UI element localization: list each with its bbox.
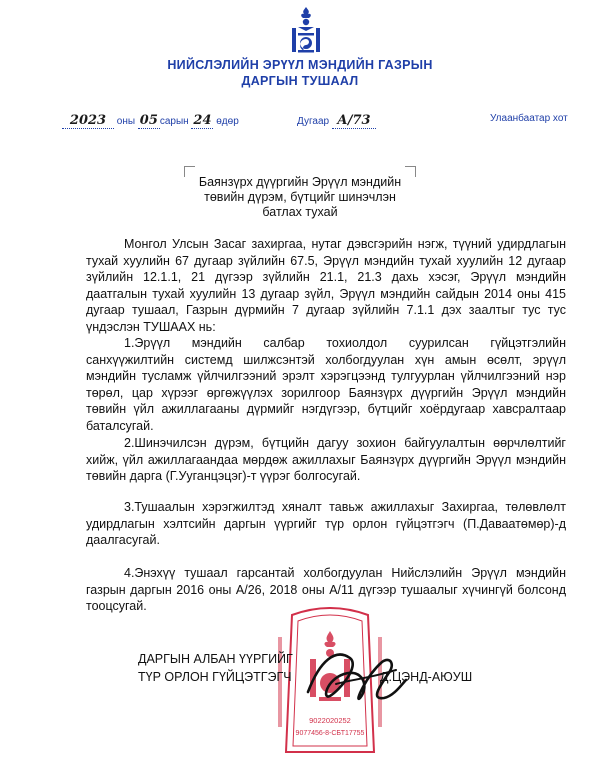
soyombo-emblem-icon: [289, 6, 323, 54]
preamble-paragraph: Монгол Улсын Засаг захиргаа, нутаг дэвсгэрийн нэгж, түүний удирдлагын тухай хуулийн 67 дугаар зүйлийн 67.5, Эрүүл мэндийн тухай хуулийн 12 дугаар зүйлийн 12.1.1, 21 дүгээр зүйлийн 21.1, 21.3 дахь хэсэг, Эрүүл мэндийн даатгалын тухай хуулийн 13 дугаар зүйл, Эрүүл мэндийн сайдын 2014 оны 415 дугаар тушаал, Газрын дүрмийн 7 дугаар зүйлийн 7.1.1 дэх заалтыг тус тус үндэслэн ТУШААХ нь:: [86, 237, 566, 334]
year-label: оны: [116, 116, 136, 127]
order-item-3: 3.Тушаалын хэрэгжилтэд хяналт тавьж ажиллахыг Захиргаа, төлөвлөлт удирдлагын хэлтсийн даргын үүргийг түр орлон гүйцэтгэгч (П.Даваатөмөр)-д даалгасугай.: [86, 500, 566, 547]
order-item-2: 2.Шинэчилсэн дүрэм, бүтцийн дагуу зохион байгуулалтын өөрчлөлтийг хийж, үйл ажиллагаандаа мөрдөж ажиллахыг Баянзүрх дүүргийн Эрүүл мэндийн төвийн дарга (Г.Ууганцэцэг)-т үүрэг болгосугай.: [86, 436, 566, 483]
stamp-code-1: 9022020252: [309, 716, 351, 725]
month-label: сарын: [159, 116, 189, 127]
signatory-title-line1: ДАРГЫН АЛБАН ҮҮРГИЙГ: [138, 652, 293, 666]
date-line: [62, 113, 239, 129]
order-item-4: 4.Энэхүү тушаал гарсантай холбогдуулан Нийслэлийн Эрүүл мэндийн газрын даргын 2016 оны А/26, 2018 оны А/11 дүгээр тушаалыг хүчингүй болсонд тооцсугай.: [86, 566, 566, 613]
day-label: өдөр: [216, 116, 239, 127]
month-value: 05: [139, 113, 158, 128]
number-line: [297, 113, 376, 129]
subject-line: батлах тухай: [262, 205, 338, 219]
number-label: Дугаар: [297, 116, 330, 127]
number-value: А/73: [332, 113, 376, 129]
subject-block: [0, 175, 600, 220]
year-value: 2023: [62, 113, 114, 129]
signatory-title-line2: ТҮР ОРЛОН ГҮЙЦЭТГЭГЧ: [138, 670, 292, 684]
day-value: 24: [193, 113, 212, 128]
subject-line: төвийн дүрэм, бүтцийг шинэчлэн: [204, 190, 396, 204]
document-type: ДАРГЫН ТУШААЛ: [241, 74, 359, 88]
city-label: Улаанбаатар хот: [490, 113, 568, 124]
signatory-name: Д.ЦЭНД-АЮУШ: [380, 670, 473, 684]
handwritten-signature: [300, 640, 410, 710]
subject-line: Баянзүрх дүүргийн Эрүүл мэндийн: [198, 175, 402, 189]
stamp-code-2: 9077456-8-СБТ17755: [295, 730, 365, 737]
order-item-1: 1.Эрүүл мэндийн салбар тохиолдол суурилсан гүйцэтгэлийн санхүүжилтийн системд шилжсэнтэй холбогдуулан хүн амын өсөлт, эрүүл мэндийн тусламж үйлчилгээний эрэлт хэрэгцээнд тулгуурлан үйлчилгээний нэр төрөл, цар хүрээг өргөжүүлэх зорилгоор Баянзүрх дүүргийн Эрүүл мэндийн төвийн үйл ажиллагааны дүрмийг нэгдүгээр, бүтцийг хоёрдугаар хавсралтаар баталсугай.: [86, 336, 566, 433]
org-name: НИЙСЛЭЛИЙН ЭРҮҮЛ МЭНДИЙН ГАЗРЫН: [167, 58, 433, 72]
